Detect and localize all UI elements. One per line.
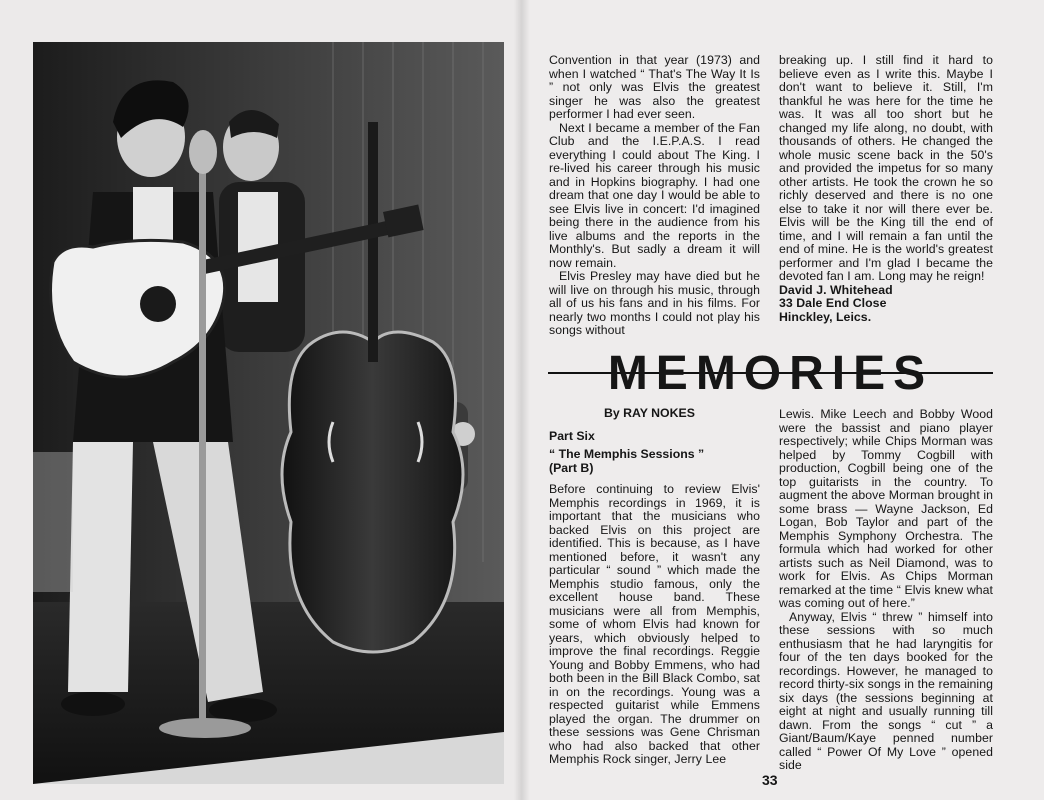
signature-address-line: 33 Dale End Close <box>779 296 887 310</box>
subtitle-line: “ The Memphis Sessions ” <box>549 447 705 461</box>
article-part-label: Part Six <box>549 429 595 443</box>
letter-paragraph: Next I became a member of the Fan Club and the I.E.P.A.S. I read everything I could about The King. I re-lived his career through his music and in Hopkins biography. I had one dream that one day I would be able to see Elvis live in concert: I'd imagined being there in the audience from his live albums and the reports in the Monthly's. But sadly a dream it will now remain. <box>549 120 760 270</box>
binding-gutter <box>514 0 530 800</box>
letter-paragraph: breaking up. I still find it hard to believe even as I write this. Maybe I don't want to believe it. Still, I'm thankful he was here for the time he was. It was all too short but he changed my life along, no doubt, with thousands of others. He changed the whole music scene back in the 50's and provided the impetus for so many other artists. He took the crown he so richly deserved and there is no one else to take it nor will there ever be. Elvis will be the King till the end of time, and I will remain a fan until the end of mine. He is the world's greatest performer and I'm glad I became the devoted fan I am. Long may he reign! <box>779 53 993 283</box>
signature-address-line: Hinckley, Leics. <box>779 309 872 324</box>
article-paragraph: Before continuing to review Elvis' Memphis recordings in 1969, it is important that the musicians who backed Elvis on this project are identified. This is because, as I have mentioned before, it wasn't any particular “ sound ” which made the Memphis studio famous, only the excellent house band. These musicians were all from Memphis, some of whom Elvis had known for years, which obviously helped to improve the final recordings. Reggie Young and Bobby Emmens, who had both been in the Bill Black Combo, sat in on the recordings. Young was a respected guitarist while Emmens played the organ. The drummer on these sessions was Gene Chrisman who had also backed that other Memphis Rock singer, Jerry Lee <box>549 482 760 766</box>
letter-column-right <box>779 54 993 324</box>
page-number: 33 <box>762 772 778 788</box>
signature-name: David J. Whitehead <box>779 282 893 297</box>
letter-signature <box>779 284 993 325</box>
letter-paragraph: Convention in that year (1973) and when I watched “ That's The Way It Is ” not only was Elvis the greatest singer he was also the greatest performer I had ever seen. <box>549 53 760 121</box>
article-column-right <box>779 408 993 773</box>
article-byline: By RAY NOKES <box>604 406 695 420</box>
article-paragraph: Lewis. Mike Leech and Bobby Wood were the bassist and piano player respectively; while Chips Morman was helped by Tommy Cogbill with production, Cogbill being one of the top guitarists in the country. To augment the above Morman brought in some brass — Wayne Jackson, Ed Logan, Bob Taylor and part of the Memphis Symphony Orchestra. The formula which had worked for other artists such as Neil Diamond, was to work for Elvis. As Chips Morman remarked at the time “ Elvis knew what was coming out of here.” <box>779 407 993 610</box>
article-paragraph: Anyway, Elvis “ threw ” himself into these sessions with so much enthusiasm that he had laryngitis for four of the ten days booked for the recordings. However, he managed to record thirty-six songs in the remaining six days (the sessions beginning at eight at night and usually running till dawn. From the songs “ cut ” a Giant/Baum/Kaye penned number called “ Power Of My Love ” opened side <box>779 609 993 772</box>
letter-column-left <box>549 54 760 338</box>
subtitle-line: (Part B) <box>549 461 594 475</box>
article-subtitle <box>549 447 749 475</box>
memories-headline: MEMORIES <box>607 347 934 400</box>
elvis-concert-photo <box>33 42 504 784</box>
letter-paragraph: Elvis Presley may have died but he will live on through his music, through all of us his fans and in his films. For nearly two months I could not play his songs without <box>549 269 760 337</box>
article-column-left <box>549 483 760 767</box>
